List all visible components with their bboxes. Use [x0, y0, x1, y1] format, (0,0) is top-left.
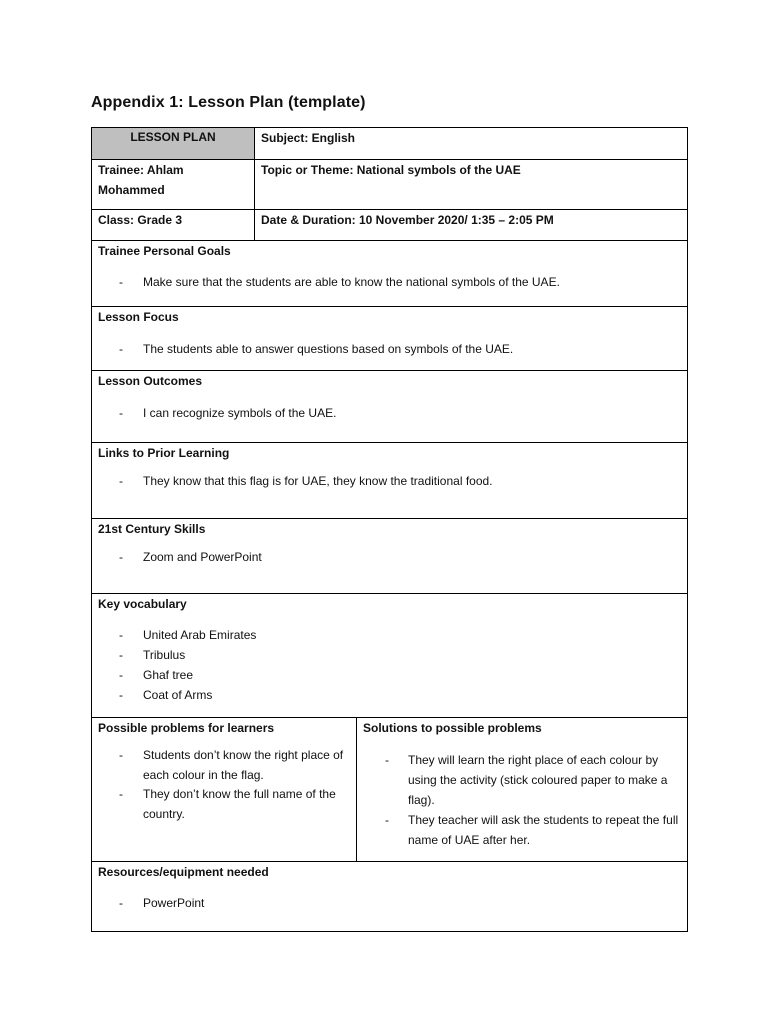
lesson-plan-table — [91, 127, 688, 932]
goals-row — [92, 241, 688, 307]
outcomes-list — [98, 403, 681, 423]
vocab-row — [92, 594, 688, 718]
skills-cell — [92, 519, 688, 594]
page-title: Appendix 1: Lesson Plan (template) — [91, 94, 366, 111]
header-row-3 — [92, 210, 688, 241]
solutions-cell — [357, 718, 688, 862]
solutions-list — [363, 750, 679, 850]
resources-row — [92, 862, 688, 932]
list-item: - They teacher will ask the students to repeat the full name of UAE after her. — [363, 810, 679, 850]
list-item: - I can recognize symbols of the UAE. — [98, 403, 681, 423]
list-item: - Zoom and PowerPoint — [98, 547, 681, 567]
problems-row — [92, 718, 688, 862]
goals-list — [98, 272, 681, 292]
focus-row — [92, 307, 688, 371]
list-item: - They will learn the right place of each colour by using the activity (stick coloured paper to make a flag). — [363, 750, 679, 810]
goals-cell — [92, 241, 688, 307]
problems-title: Possible problems for learners — [98, 721, 275, 735]
list-item: - Tribulus — [98, 645, 681, 665]
skills-row — [92, 519, 688, 594]
resources-cell — [92, 862, 688, 932]
list-item: - United Arab Emirates — [98, 625, 681, 645]
outcomes-row — [92, 371, 688, 443]
vocab-title: Key vocabulary — [98, 597, 187, 611]
prior-cell — [92, 443, 688, 519]
subject-cell: Subject: English — [255, 128, 688, 160]
vocab-list — [98, 625, 681, 705]
skills-list — [98, 547, 681, 567]
prior-title: Links to Prior Learning — [98, 446, 230, 460]
list-item: - Students don’t know the right place of each colour in the flag. — [98, 746, 346, 785]
outcomes-title: Lesson Outcomes — [98, 374, 203, 388]
problems-list — [98, 746, 346, 824]
outcomes-cell — [92, 371, 688, 443]
focus-list — [98, 339, 681, 359]
solutions-title: Solutions to possible problems — [363, 721, 542, 735]
goals-title: Trainee Personal Goals — [98, 244, 231, 258]
focus-cell — [92, 307, 688, 371]
topic-cell: Topic or Theme: National symbols of the UAE — [255, 160, 688, 210]
list-item: - Coat of Arms — [98, 685, 681, 705]
problems-cell — [92, 718, 357, 862]
prior-list — [98, 471, 681, 491]
date-cell: Date & Duration: 10 November 2020/ 1:35 – 2:05 PM — [255, 210, 688, 241]
list-item: - The students able to answer questions based on symbols of the UAE. — [98, 339, 681, 359]
vocab-cell — [92, 594, 688, 718]
resources-title: Resources/equipment needed — [98, 865, 269, 879]
list-item: - They know that this flag is for UAE, they know the traditional food. — [98, 471, 681, 491]
list-item: - Make sure that the students are able to know the national symbols of the UAE. — [98, 272, 681, 292]
resources-list — [98, 893, 681, 913]
trainee-cell: Trainee: Ahlam Mohammed — [92, 160, 255, 210]
list-item: - Ghaf tree — [98, 665, 681, 685]
focus-title: Lesson Focus — [98, 310, 179, 324]
list-item: - PowerPoint — [98, 893, 681, 913]
list-item: - They don’t know the full name of the country. — [98, 785, 346, 824]
class-cell: Class: Grade 3 — [92, 210, 255, 241]
skills-title: 21st Century Skills — [98, 522, 206, 536]
header-row-1 — [92, 128, 688, 160]
lesson-plan-label: LESSON PLAN — [92, 128, 255, 160]
prior-row — [92, 443, 688, 519]
header-row-2 — [92, 160, 688, 210]
